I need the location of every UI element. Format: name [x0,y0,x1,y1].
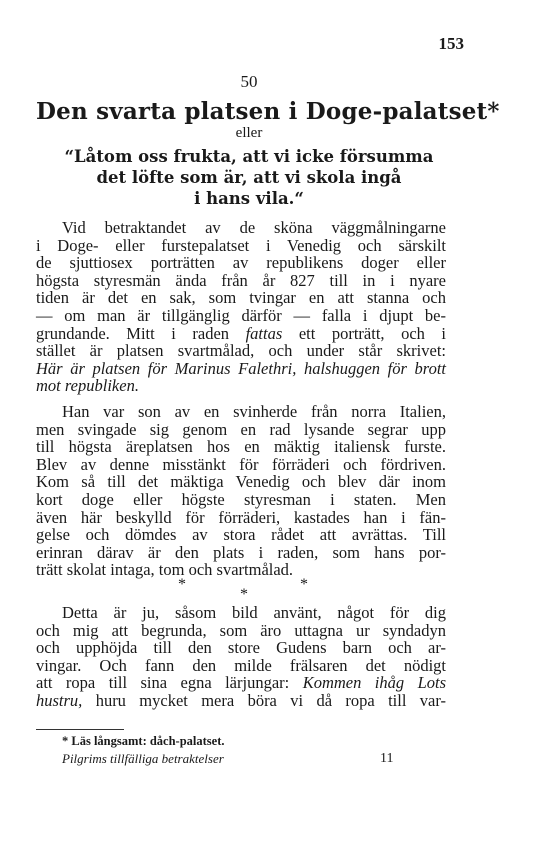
text-fragment: grundande. Mitt i raden [36,323,230,343]
section-separator [0,576,544,603]
alternate-title-conjunction: eller [235,125,263,141]
italic-word: hustru, [36,690,83,710]
text-line: tiden är det en sak, som tvingar en att stanna och [36,288,446,308]
text-line [36,674,446,692]
text-line: till högsta äreplatsen hos en mäktig italiensk furste. [36,437,446,457]
separator-star: * [178,576,186,593]
text-line: vingar. Och fann den milde frälsaren det nödigt [36,655,446,675]
subtitle-line: det löfte som är, att vi skola ingå [96,168,402,187]
footnote-divider [36,729,124,730]
text-line: erinran därav är den plats i raden, som hans por- [36,542,446,562]
inscription-line: Här är platsen för Marinus Falethri, halshuggen för brott [36,358,446,378]
text-line: men svingade sig genom en rad lysande segrar upp [36,419,446,439]
text-fragment: att ropa till sina egna lärjungar: [36,673,290,693]
footnote: * Läs långsamt: dåch-palatset. [62,734,225,748]
text-fragment: huru mycket mera böra vi då ropa till var- [95,690,447,710]
page-number: 153 [438,34,464,53]
italic-word: fattas [245,323,283,343]
text-line: trätt skolat intaga, tom och svartmålad. [36,560,294,580]
inscription-line: mot republiken. [36,376,139,396]
chapter-subtitle [36,146,462,209]
text-line: gelse och dömdes av stora rådet att avrättas. Till [36,525,446,545]
book-title-footer: Pilgrims tillfälliga betraktelser [62,751,224,766]
text-line: Kom så till det mäktiga Venedig och blev där inom [36,472,446,492]
text-line: högsta styresmän ända från år 827 till in i nyare [36,270,446,290]
text-line: och upphöjda till den store Gudens barn och ar- [36,638,446,658]
text-line: Vid betraktandet av de sköna väggmålningarne [62,218,446,237]
text-fragment: ett porträtt, och i [298,323,447,343]
text-line: Han var son av en svinherde från norra Italien, [62,402,446,421]
subtitle-line: “Låtom oss frukta, att vi icke försumma [64,147,434,166]
separator-star: * [300,576,308,593]
text-line: och mig att begrunda, som äro uttagna ur syndadyn [36,620,446,640]
text-line: de sjuttiosex porträtten av republikens doger eller [36,253,446,273]
italic-phrase: Kommen ihåg Lots [302,673,447,693]
text-line: Blev av denne misstänkt för förräderi och fördriven. [36,454,446,474]
text-line [36,325,446,343]
paragraph-1 [36,219,446,395]
text-line: Detta är ju, såsom bild använt, något för dig [62,603,446,622]
text-line: även här beskylld för förräderi, kastades han i fän- [36,507,446,527]
text-line: kort doge eller högste styresman i staten. Men [36,489,446,509]
text-line [36,692,446,710]
text-line: — om man är tillgänglig därför — falla i djupt be- [36,305,446,325]
chapter-title: Den svarta platsen i Doge-palatset* [36,98,500,125]
subtitle-line: i hans vila.“ [194,189,304,208]
text-line: stället är platsen svartmålad, och under står skrivet: [36,341,446,361]
paragraph-3 [36,604,446,710]
separator-star: * [240,586,248,603]
section-number: 50 [240,72,258,91]
printer-signature: 11 [380,751,394,766]
paragraph-2 [36,403,446,579]
text-line: i Doge- eller furstepalatset i Venedig och särskilt [36,235,446,255]
